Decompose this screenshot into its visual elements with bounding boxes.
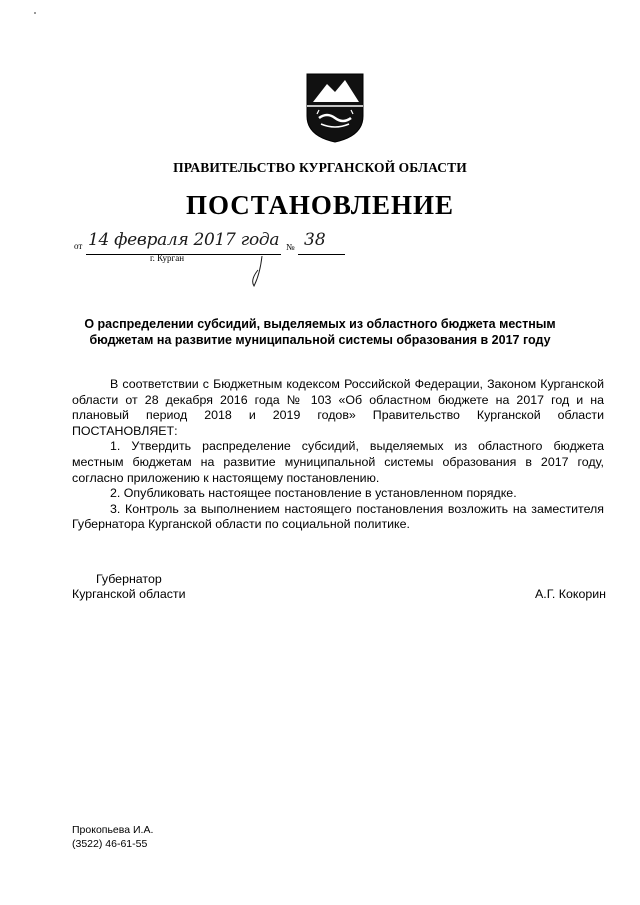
date-prefix: от [74, 241, 83, 251]
scan-mark [34, 12, 36, 14]
executor-info [72, 823, 153, 851]
handwritten-date: 14 февраля 2017 года [88, 230, 280, 250]
government-name: ПРАВИТЕЛЬСТВО КУРГАНСКОЙ ОБЛАСТИ [173, 160, 467, 175]
handwriting-flourish [74, 230, 374, 290]
subject-line-2: бюджетам на развитие муниципальной системы образования в 2017 году [89, 333, 551, 347]
document-body [72, 377, 604, 533]
executor-phone: (3522) 46-61-55 [72, 838, 148, 850]
executor-name: Прокопьева И.А. [72, 824, 154, 836]
city-name: г. Курган [150, 253, 185, 263]
signer-region: Курганской области [72, 587, 186, 601]
number-label: № [286, 242, 295, 252]
handwritten-number: 38 [304, 230, 326, 250]
preamble-paragraph: В соответствии с Бюджетным кодексом Российской Федерации, Законом Курганской области от 28 декабря 2016 года № 103 «Об областном бюджете на 2017 год и на плановый период 2018 и 2019 годов» Правительство Курганской области ПОСТАНОВЛЯЕТ: [72, 377, 604, 438]
dateline [74, 230, 374, 290]
item-3-paragraph: 3. Контроль за выполнением настоящего постановления возложить на заместителя Губернатора Курганской области по социальной политике. [72, 501, 604, 532]
document-subject [60, 316, 580, 348]
signer-title: Губернатор [96, 572, 162, 586]
item-1-paragraph: 1. Утвердить распределение субсидий, выделяемых из областного бюджета местным бюджетам на развитие муниципальной системы образования в 2017 году, согласно приложению к настоящему постановлению. [72, 439, 604, 485]
document-type-title: ПОСТАНОВЛЕНИЕ [185, 190, 455, 220]
kurgan-coat-of-arms-icon [303, 72, 367, 144]
subject-line-1: О распределении субсидий, выделяемых из областного бюджета местным [84, 317, 556, 331]
item-2-paragraph: 2. Опубликовать настоящее постановление в установленном порядке. [110, 486, 517, 501]
signer-name: А.Г. Кокорин [534, 587, 606, 601]
